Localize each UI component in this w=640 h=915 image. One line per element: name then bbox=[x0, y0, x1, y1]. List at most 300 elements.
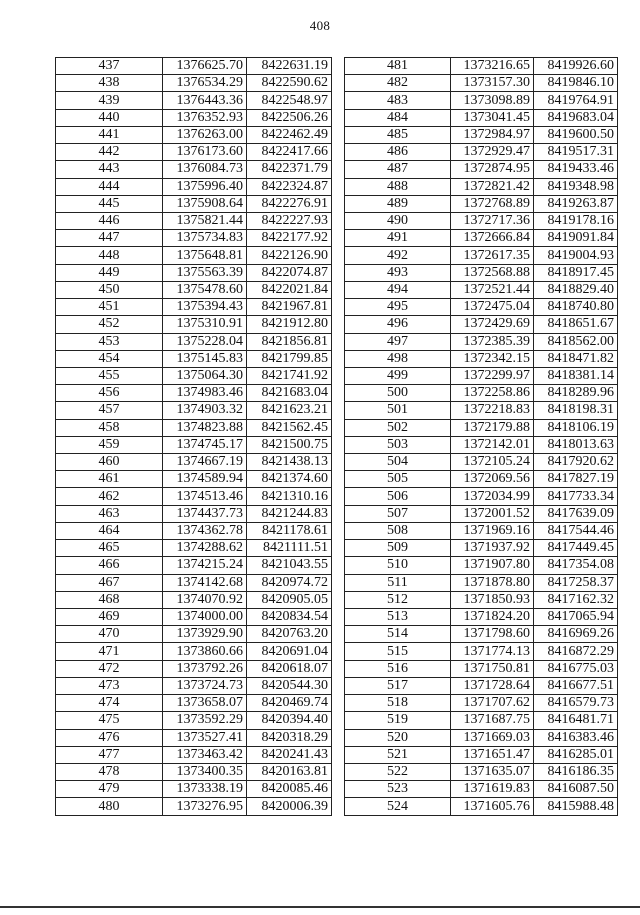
table-row bbox=[56, 367, 332, 384]
y-coordinate-cell: 8419764.91 bbox=[534, 92, 618, 109]
x-coordinate-cell: 1375145.83 bbox=[163, 350, 247, 367]
x-coordinate-cell: 1371774.13 bbox=[451, 643, 534, 660]
x-coordinate-cell: 1371798.60 bbox=[451, 626, 534, 643]
x-coordinate-cell: 1371687.75 bbox=[451, 712, 534, 729]
table-row bbox=[345, 660, 618, 677]
y-coordinate-cell: 8418651.67 bbox=[534, 316, 618, 333]
table-row bbox=[345, 712, 618, 729]
point-number-cell: 505 bbox=[345, 471, 451, 488]
x-coordinate-cell: 1375064.30 bbox=[163, 367, 247, 384]
x-coordinate-cell: 1376534.29 bbox=[163, 75, 247, 92]
y-coordinate-cell: 8421741.92 bbox=[247, 367, 332, 384]
x-coordinate-cell: 1371937.92 bbox=[451, 540, 534, 557]
point-number-cell: 508 bbox=[345, 522, 451, 539]
point-number-cell: 454 bbox=[56, 350, 163, 367]
table-row bbox=[56, 574, 332, 591]
table-row bbox=[345, 626, 618, 643]
y-coordinate-cell: 8421562.45 bbox=[247, 419, 332, 436]
y-coordinate-cell: 8418562.00 bbox=[534, 333, 618, 350]
x-coordinate-cell: 1376443.36 bbox=[163, 92, 247, 109]
x-coordinate-cell: 1372342.15 bbox=[451, 350, 534, 367]
point-number-cell: 520 bbox=[345, 729, 451, 746]
table-row bbox=[345, 419, 618, 436]
table-row bbox=[345, 677, 618, 694]
y-coordinate-cell: 8422462.49 bbox=[247, 126, 332, 143]
point-number-cell: 475 bbox=[56, 712, 163, 729]
table-row bbox=[345, 367, 618, 384]
point-number-cell: 522 bbox=[345, 763, 451, 780]
x-coordinate-cell: 1374288.62 bbox=[163, 540, 247, 557]
point-number-cell: 507 bbox=[345, 505, 451, 522]
table-row bbox=[56, 333, 332, 350]
point-number-cell: 515 bbox=[345, 643, 451, 660]
y-coordinate-cell: 8419517.31 bbox=[534, 144, 618, 161]
y-coordinate-cell: 8421111.51 bbox=[247, 540, 332, 557]
table-row bbox=[56, 626, 332, 643]
point-number-cell: 481 bbox=[345, 58, 451, 75]
y-coordinate-cell: 8416087.50 bbox=[534, 781, 618, 798]
point-number-cell: 519 bbox=[345, 712, 451, 729]
table-row bbox=[345, 109, 618, 126]
x-coordinate-cell: 1375228.04 bbox=[163, 333, 247, 350]
table-row bbox=[345, 126, 618, 143]
table-row bbox=[56, 436, 332, 453]
table-row bbox=[345, 488, 618, 505]
y-coordinate-cell: 8417920.62 bbox=[534, 454, 618, 471]
x-coordinate-cell: 1372717.36 bbox=[451, 212, 534, 229]
point-number-cell: 499 bbox=[345, 367, 451, 384]
y-coordinate-cell: 8417258.37 bbox=[534, 574, 618, 591]
x-coordinate-cell: 1373276.95 bbox=[163, 798, 247, 815]
y-coordinate-cell: 8420544.30 bbox=[247, 677, 332, 694]
table-row bbox=[345, 350, 618, 367]
y-coordinate-cell: 8420318.29 bbox=[247, 729, 332, 746]
point-number-cell: 471 bbox=[56, 643, 163, 660]
y-coordinate-cell: 8421244.83 bbox=[247, 505, 332, 522]
point-number-cell: 483 bbox=[345, 92, 451, 109]
table-row bbox=[56, 505, 332, 522]
y-coordinate-cell: 8422227.93 bbox=[247, 212, 332, 229]
x-coordinate-cell: 1373592.29 bbox=[163, 712, 247, 729]
x-coordinate-cell: 1373098.89 bbox=[451, 92, 534, 109]
y-coordinate-cell: 8419846.10 bbox=[534, 75, 618, 92]
table-row bbox=[56, 729, 332, 746]
table-row bbox=[56, 798, 332, 815]
y-coordinate-cell: 8418198.31 bbox=[534, 402, 618, 419]
table-row bbox=[56, 58, 332, 75]
table-row bbox=[56, 746, 332, 763]
point-number-cell: 484 bbox=[345, 109, 451, 126]
point-number-cell: 480 bbox=[56, 798, 163, 815]
table-row bbox=[345, 75, 618, 92]
point-number-cell: 512 bbox=[345, 591, 451, 608]
y-coordinate-cell: 8422276.91 bbox=[247, 195, 332, 212]
x-coordinate-cell: 1376263.00 bbox=[163, 126, 247, 143]
y-coordinate-cell: 8416677.51 bbox=[534, 677, 618, 694]
y-coordinate-cell: 8420085.46 bbox=[247, 781, 332, 798]
point-number-cell: 482 bbox=[345, 75, 451, 92]
table-row bbox=[56, 712, 332, 729]
table-row bbox=[345, 454, 618, 471]
point-number-cell: 443 bbox=[56, 161, 163, 178]
x-coordinate-cell: 1372385.39 bbox=[451, 333, 534, 350]
point-number-cell: 488 bbox=[345, 178, 451, 195]
y-coordinate-cell: 8421178.61 bbox=[247, 522, 332, 539]
point-number-cell: 504 bbox=[345, 454, 451, 471]
table-row bbox=[56, 75, 332, 92]
table-row bbox=[345, 746, 618, 763]
point-number-cell: 491 bbox=[345, 230, 451, 247]
x-coordinate-cell: 1374215.24 bbox=[163, 557, 247, 574]
x-coordinate-cell: 1373527.41 bbox=[163, 729, 247, 746]
y-coordinate-cell: 8417827.19 bbox=[534, 471, 618, 488]
page-number: 408 bbox=[309, 18, 331, 33]
x-coordinate-cell: 1372984.97 bbox=[451, 126, 534, 143]
x-coordinate-cell: 1372001.52 bbox=[451, 505, 534, 522]
x-coordinate-cell: 1373792.26 bbox=[163, 660, 247, 677]
table-row bbox=[345, 281, 618, 298]
point-number-cell: 469 bbox=[56, 609, 163, 626]
y-coordinate-cell: 8422371.79 bbox=[247, 161, 332, 178]
x-coordinate-cell: 1372475.04 bbox=[451, 299, 534, 316]
y-coordinate-cell: 8418829.40 bbox=[534, 281, 618, 298]
table-row bbox=[56, 264, 332, 281]
point-number-cell: 447 bbox=[56, 230, 163, 247]
point-number-cell: 511 bbox=[345, 574, 451, 591]
table-row bbox=[345, 161, 618, 178]
table-row bbox=[345, 316, 618, 333]
table-row bbox=[345, 471, 618, 488]
x-coordinate-cell: 1371878.80 bbox=[451, 574, 534, 591]
point-number-cell: 448 bbox=[56, 247, 163, 264]
y-coordinate-cell: 8416481.71 bbox=[534, 712, 618, 729]
x-coordinate-cell: 1373216.65 bbox=[451, 58, 534, 75]
table-row bbox=[345, 781, 618, 798]
table-row bbox=[345, 230, 618, 247]
y-coordinate-cell: 8420006.39 bbox=[247, 798, 332, 815]
point-number-cell: 463 bbox=[56, 505, 163, 522]
point-number-cell: 501 bbox=[345, 402, 451, 419]
table-row bbox=[56, 178, 332, 195]
table-row bbox=[56, 109, 332, 126]
y-coordinate-cell: 8417733.34 bbox=[534, 488, 618, 505]
y-coordinate-cell: 8421967.81 bbox=[247, 299, 332, 316]
point-number-cell: 456 bbox=[56, 385, 163, 402]
x-coordinate-cell: 1372929.47 bbox=[451, 144, 534, 161]
table-row bbox=[56, 454, 332, 471]
point-number-cell: 489 bbox=[345, 195, 451, 212]
table-row bbox=[345, 574, 618, 591]
point-number-cell: 523 bbox=[345, 781, 451, 798]
y-coordinate-cell: 8422324.87 bbox=[247, 178, 332, 195]
x-coordinate-cell: 1373400.35 bbox=[163, 763, 247, 780]
point-number-cell: 459 bbox=[56, 436, 163, 453]
point-number-cell: 493 bbox=[345, 264, 451, 281]
table-row bbox=[56, 522, 332, 539]
x-coordinate-cell: 1374513.46 bbox=[163, 488, 247, 505]
x-coordinate-cell: 1373338.19 bbox=[163, 781, 247, 798]
x-coordinate-cell: 1373929.90 bbox=[163, 626, 247, 643]
table-row bbox=[56, 299, 332, 316]
coordinates-table-left-body bbox=[56, 58, 332, 816]
table-row bbox=[345, 264, 618, 281]
y-coordinate-cell: 8418289.96 bbox=[534, 385, 618, 402]
point-number-cell: 444 bbox=[56, 178, 163, 195]
table-row bbox=[56, 677, 332, 694]
y-coordinate-cell: 8420163.81 bbox=[247, 763, 332, 780]
x-coordinate-cell: 1373658.07 bbox=[163, 695, 247, 712]
y-coordinate-cell: 8420974.72 bbox=[247, 574, 332, 591]
table-row bbox=[345, 763, 618, 780]
x-coordinate-cell: 1371728.64 bbox=[451, 677, 534, 694]
y-coordinate-cell: 8419263.87 bbox=[534, 195, 618, 212]
y-coordinate-cell: 8420905.05 bbox=[247, 591, 332, 608]
y-coordinate-cell: 8420618.07 bbox=[247, 660, 332, 677]
point-number-cell: 461 bbox=[56, 471, 163, 488]
x-coordinate-cell: 1375734.83 bbox=[163, 230, 247, 247]
table-row bbox=[345, 402, 618, 419]
table-row bbox=[345, 643, 618, 660]
x-coordinate-cell: 1372179.88 bbox=[451, 419, 534, 436]
x-coordinate-cell: 1372768.89 bbox=[451, 195, 534, 212]
point-number-cell: 467 bbox=[56, 574, 163, 591]
x-coordinate-cell: 1373157.30 bbox=[451, 75, 534, 92]
x-coordinate-cell: 1371824.20 bbox=[451, 609, 534, 626]
point-number-cell: 513 bbox=[345, 609, 451, 626]
coordinates-table-right bbox=[344, 57, 618, 816]
table-row bbox=[56, 660, 332, 677]
x-coordinate-cell: 1374903.32 bbox=[163, 402, 247, 419]
y-coordinate-cell: 8421043.55 bbox=[247, 557, 332, 574]
x-coordinate-cell: 1375394.43 bbox=[163, 299, 247, 316]
table-row bbox=[345, 695, 618, 712]
y-coordinate-cell: 8422021.84 bbox=[247, 281, 332, 298]
y-coordinate-cell: 8421374.60 bbox=[247, 471, 332, 488]
y-coordinate-cell: 8417065.94 bbox=[534, 609, 618, 626]
point-number-cell: 466 bbox=[56, 557, 163, 574]
y-coordinate-cell: 8421912.80 bbox=[247, 316, 332, 333]
table-row bbox=[56, 695, 332, 712]
x-coordinate-cell: 1374823.88 bbox=[163, 419, 247, 436]
y-coordinate-cell: 8418381.14 bbox=[534, 367, 618, 384]
table-row bbox=[56, 402, 332, 419]
x-coordinate-cell: 1371750.81 bbox=[451, 660, 534, 677]
x-coordinate-cell: 1376352.93 bbox=[163, 109, 247, 126]
x-coordinate-cell: 1371907.80 bbox=[451, 557, 534, 574]
x-coordinate-cell: 1371969.16 bbox=[451, 522, 534, 539]
point-number-cell: 498 bbox=[345, 350, 451, 367]
y-coordinate-cell: 8420394.40 bbox=[247, 712, 332, 729]
y-coordinate-cell: 8421856.81 bbox=[247, 333, 332, 350]
y-coordinate-cell: 8419926.60 bbox=[534, 58, 618, 75]
table-row bbox=[345, 212, 618, 229]
y-coordinate-cell: 8419004.93 bbox=[534, 247, 618, 264]
y-coordinate-cell: 8419433.46 bbox=[534, 161, 618, 178]
point-number-cell: 490 bbox=[345, 212, 451, 229]
table-row bbox=[56, 419, 332, 436]
point-number-cell: 452 bbox=[56, 316, 163, 333]
table-row bbox=[56, 316, 332, 333]
x-coordinate-cell: 1371605.76 bbox=[451, 798, 534, 815]
y-coordinate-cell: 8421500.75 bbox=[247, 436, 332, 453]
table-row bbox=[56, 212, 332, 229]
table-row bbox=[345, 299, 618, 316]
x-coordinate-cell: 1373860.66 bbox=[163, 643, 247, 660]
y-coordinate-cell: 8417639.09 bbox=[534, 505, 618, 522]
table-row bbox=[56, 471, 332, 488]
y-coordinate-cell: 8421623.21 bbox=[247, 402, 332, 419]
point-number-cell: 451 bbox=[56, 299, 163, 316]
table-row bbox=[56, 591, 332, 608]
table-row bbox=[56, 92, 332, 109]
point-number-cell: 495 bbox=[345, 299, 451, 316]
point-number-cell: 506 bbox=[345, 488, 451, 505]
y-coordinate-cell: 8422590.62 bbox=[247, 75, 332, 92]
point-number-cell: 455 bbox=[56, 367, 163, 384]
x-coordinate-cell: 1372218.83 bbox=[451, 402, 534, 419]
table-row bbox=[345, 540, 618, 557]
point-number-cell: 474 bbox=[56, 695, 163, 712]
y-coordinate-cell: 8420691.04 bbox=[247, 643, 332, 660]
table-row bbox=[56, 488, 332, 505]
table-row bbox=[345, 178, 618, 195]
point-number-cell: 492 bbox=[345, 247, 451, 264]
y-coordinate-cell: 8419683.04 bbox=[534, 109, 618, 126]
y-coordinate-cell: 8417544.46 bbox=[534, 522, 618, 539]
x-coordinate-cell: 1374437.73 bbox=[163, 505, 247, 522]
y-coordinate-cell: 8421438.13 bbox=[247, 454, 332, 471]
coordinates-table-left bbox=[55, 57, 332, 816]
table-row bbox=[345, 557, 618, 574]
y-coordinate-cell: 8422417.66 bbox=[247, 144, 332, 161]
y-coordinate-cell: 8419600.50 bbox=[534, 126, 618, 143]
point-number-cell: 514 bbox=[345, 626, 451, 643]
table-row bbox=[345, 591, 618, 608]
table-row bbox=[56, 195, 332, 212]
y-coordinate-cell: 8419178.16 bbox=[534, 212, 618, 229]
point-number-cell: 440 bbox=[56, 109, 163, 126]
x-coordinate-cell: 1373463.42 bbox=[163, 746, 247, 763]
y-coordinate-cell: 8420241.43 bbox=[247, 746, 332, 763]
x-coordinate-cell: 1372429.69 bbox=[451, 316, 534, 333]
table-row bbox=[345, 798, 618, 815]
table-row bbox=[56, 781, 332, 798]
x-coordinate-cell: 1375478.60 bbox=[163, 281, 247, 298]
point-number-cell: 465 bbox=[56, 540, 163, 557]
point-number-cell: 486 bbox=[345, 144, 451, 161]
x-coordinate-cell: 1372821.42 bbox=[451, 178, 534, 195]
x-coordinate-cell: 1372568.88 bbox=[451, 264, 534, 281]
table-row bbox=[56, 350, 332, 367]
x-coordinate-cell: 1372874.95 bbox=[451, 161, 534, 178]
page-bottom-rule bbox=[0, 906, 640, 908]
y-coordinate-cell: 8422506.26 bbox=[247, 109, 332, 126]
point-number-cell: 458 bbox=[56, 419, 163, 436]
table-row bbox=[56, 643, 332, 660]
point-number-cell: 485 bbox=[345, 126, 451, 143]
table-row bbox=[56, 763, 332, 780]
point-number-cell: 445 bbox=[56, 195, 163, 212]
x-coordinate-cell: 1371707.62 bbox=[451, 695, 534, 712]
point-number-cell: 503 bbox=[345, 436, 451, 453]
x-coordinate-cell: 1374000.00 bbox=[163, 609, 247, 626]
y-coordinate-cell: 8418013.63 bbox=[534, 436, 618, 453]
point-number-cell: 496 bbox=[345, 316, 451, 333]
table-row bbox=[56, 126, 332, 143]
table-row bbox=[345, 729, 618, 746]
point-number-cell: 457 bbox=[56, 402, 163, 419]
x-coordinate-cell: 1373724.73 bbox=[163, 677, 247, 694]
y-coordinate-cell: 8418740.80 bbox=[534, 299, 618, 316]
point-number-cell: 472 bbox=[56, 660, 163, 677]
table-row bbox=[345, 333, 618, 350]
point-number-cell: 502 bbox=[345, 419, 451, 436]
point-number-cell: 460 bbox=[56, 454, 163, 471]
table-row bbox=[56, 609, 332, 626]
x-coordinate-cell: 1374070.92 bbox=[163, 591, 247, 608]
y-coordinate-cell: 8422074.87 bbox=[247, 264, 332, 281]
y-coordinate-cell: 8416383.46 bbox=[534, 729, 618, 746]
x-coordinate-cell: 1372034.99 bbox=[451, 488, 534, 505]
y-coordinate-cell: 8418471.82 bbox=[534, 350, 618, 367]
coordinates-table-right-body bbox=[345, 58, 618, 816]
point-number-cell: 479 bbox=[56, 781, 163, 798]
y-coordinate-cell: 8418106.19 bbox=[534, 419, 618, 436]
x-coordinate-cell: 1375563.39 bbox=[163, 264, 247, 281]
y-coordinate-cell: 8420469.74 bbox=[247, 695, 332, 712]
x-coordinate-cell: 1372105.24 bbox=[451, 454, 534, 471]
point-number-cell: 450 bbox=[56, 281, 163, 298]
y-coordinate-cell: 8417354.08 bbox=[534, 557, 618, 574]
table-row bbox=[345, 92, 618, 109]
y-coordinate-cell: 8416969.26 bbox=[534, 626, 618, 643]
y-coordinate-cell: 8420834.54 bbox=[247, 609, 332, 626]
point-number-cell: 470 bbox=[56, 626, 163, 643]
x-coordinate-cell: 1373041.45 bbox=[451, 109, 534, 126]
x-coordinate-cell: 1371619.83 bbox=[451, 781, 534, 798]
y-coordinate-cell: 8421683.04 bbox=[247, 385, 332, 402]
table-row bbox=[345, 436, 618, 453]
table-row bbox=[56, 161, 332, 178]
x-coordinate-cell: 1376084.73 bbox=[163, 161, 247, 178]
point-number-cell: 468 bbox=[56, 591, 163, 608]
point-number-cell: 494 bbox=[345, 281, 451, 298]
y-coordinate-cell: 8421799.85 bbox=[247, 350, 332, 367]
x-coordinate-cell: 1376173.60 bbox=[163, 144, 247, 161]
y-coordinate-cell: 8422177.92 bbox=[247, 230, 332, 247]
x-coordinate-cell: 1372666.84 bbox=[451, 230, 534, 247]
x-coordinate-cell: 1374983.46 bbox=[163, 385, 247, 402]
y-coordinate-cell: 8422548.97 bbox=[247, 92, 332, 109]
point-number-cell: 437 bbox=[56, 58, 163, 75]
point-number-cell: 473 bbox=[56, 677, 163, 694]
table-row bbox=[56, 230, 332, 247]
x-coordinate-cell: 1374745.17 bbox=[163, 436, 247, 453]
table-row bbox=[56, 557, 332, 574]
point-number-cell: 510 bbox=[345, 557, 451, 574]
point-number-cell: 516 bbox=[345, 660, 451, 677]
y-coordinate-cell: 8417162.32 bbox=[534, 591, 618, 608]
x-coordinate-cell: 1372299.97 bbox=[451, 367, 534, 384]
point-number-cell: 524 bbox=[345, 798, 451, 815]
point-number-cell: 497 bbox=[345, 333, 451, 350]
point-number-cell: 439 bbox=[56, 92, 163, 109]
point-number-cell: 442 bbox=[56, 144, 163, 161]
point-number-cell: 441 bbox=[56, 126, 163, 143]
y-coordinate-cell: 8419348.98 bbox=[534, 178, 618, 195]
x-coordinate-cell: 1372258.86 bbox=[451, 385, 534, 402]
point-number-cell: 464 bbox=[56, 522, 163, 539]
